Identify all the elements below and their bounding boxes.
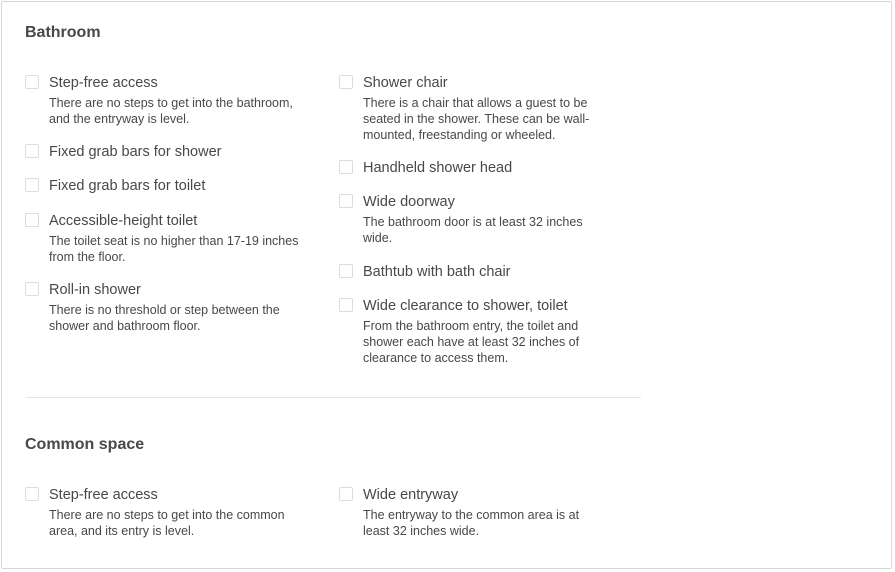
checkbox-item[interactable]	[339, 486, 601, 539]
bathroom-right-column	[339, 297, 601, 366]
checkbox-label: Roll-in shower	[49, 282, 141, 298]
checkbox-description: There is a chair that allows a guest to be seated in the shower. These can be wall-mounted, freestanding or wheeled.	[363, 96, 590, 142]
checkbox[interactable]	[25, 282, 39, 296]
checkbox-description: The entryway to the common area is at least 32 inches wide.	[363, 508, 580, 538]
checkbox[interactable]	[339, 75, 353, 89]
accessibility-panel	[1, 1, 892, 569]
checkbox-text	[49, 486, 300, 539]
checkbox-item[interactable]	[339, 159, 601, 177]
bathroom-left-column	[25, 143, 300, 161]
section-title-common-space: Common space	[25, 436, 145, 453]
checkbox[interactable]	[339, 298, 353, 312]
bathroom-left-column	[25, 74, 300, 127]
bathroom-right-column	[339, 159, 601, 177]
checkbox-text	[363, 486, 601, 539]
bathroom-left-column	[25, 212, 300, 265]
bathroom-left-column	[25, 281, 300, 334]
checkbox-text	[363, 159, 601, 177]
checkbox-label: Wide entryway	[363, 487, 459, 503]
checkbox-text	[49, 177, 300, 195]
section-title-bathroom: Bathroom	[25, 24, 101, 41]
checkbox-item[interactable]	[25, 281, 300, 334]
checkbox-item[interactable]	[25, 486, 300, 539]
checkbox[interactable]	[339, 194, 353, 208]
checkbox[interactable]	[25, 213, 39, 227]
checkbox-description: The toilet seat is no higher than 17-19 inches from the floor.	[49, 234, 299, 264]
checkbox-text	[49, 143, 300, 161]
checkbox-description: From the bathroom entry, the toilet and shower each have at least 32 inches of clearance to access them.	[363, 319, 580, 365]
checkbox-label: Wide clearance to shower, toilet	[363, 298, 568, 314]
checkbox[interactable]	[25, 75, 39, 89]
checkbox-description: The bathroom door is at least 32 inches wide.	[363, 215, 583, 245]
checkbox-description: There are no steps to get into the common area, and its entry is level.	[49, 508, 285, 538]
checkbox-item[interactable]	[25, 212, 300, 265]
checkbox-label: Step-free access	[49, 75, 158, 91]
checkbox-label: Bathtub with bath chair	[363, 264, 511, 280]
bathroom-right-column	[339, 263, 601, 281]
checkbox-label: Fixed grab bars for toilet	[49, 178, 206, 194]
checkbox-item[interactable]	[339, 263, 601, 281]
checkbox[interactable]	[25, 144, 39, 158]
checkbox-label: Shower chair	[363, 75, 448, 91]
checkbox[interactable]	[339, 160, 353, 174]
checkbox-description: There are no steps to get into the bathroom, and the entryway is level.	[49, 96, 293, 126]
checkbox[interactable]	[25, 178, 39, 192]
bathroom-right-column	[339, 193, 601, 246]
section-divider	[26, 397, 641, 398]
checkbox-item[interactable]	[339, 74, 601, 143]
bathroom-right-column	[339, 74, 601, 143]
checkbox-label: Accessible-height toilet	[49, 213, 198, 229]
checkbox[interactable]	[339, 487, 353, 501]
checkbox[interactable]	[339, 264, 353, 278]
checkbox-text	[49, 212, 300, 265]
checkbox-text	[363, 74, 601, 143]
checkbox-label: Wide doorway	[363, 194, 455, 210]
checkbox-text	[49, 281, 300, 334]
checkbox-item[interactable]	[25, 143, 300, 161]
checkbox-label: Fixed grab bars for shower	[49, 144, 222, 160]
checkbox-item[interactable]	[25, 74, 300, 127]
common-right-column	[339, 486, 601, 539]
checkbox-text	[363, 297, 601, 366]
checkbox-item[interactable]	[25, 177, 300, 195]
common-left-column	[25, 486, 300, 539]
bathroom-left-column	[25, 177, 300, 195]
checkbox-text	[49, 74, 300, 127]
checkbox-item[interactable]	[339, 193, 601, 246]
checkbox-item[interactable]	[339, 297, 601, 366]
checkbox-text	[363, 193, 601, 246]
checkbox-label: Step-free access	[49, 487, 158, 503]
checkbox-description: There is no threshold or step between the shower and bathroom floor.	[49, 303, 280, 333]
checkbox-text	[363, 263, 601, 281]
checkbox[interactable]	[25, 487, 39, 501]
checkbox-label: Handheld shower head	[363, 160, 513, 176]
